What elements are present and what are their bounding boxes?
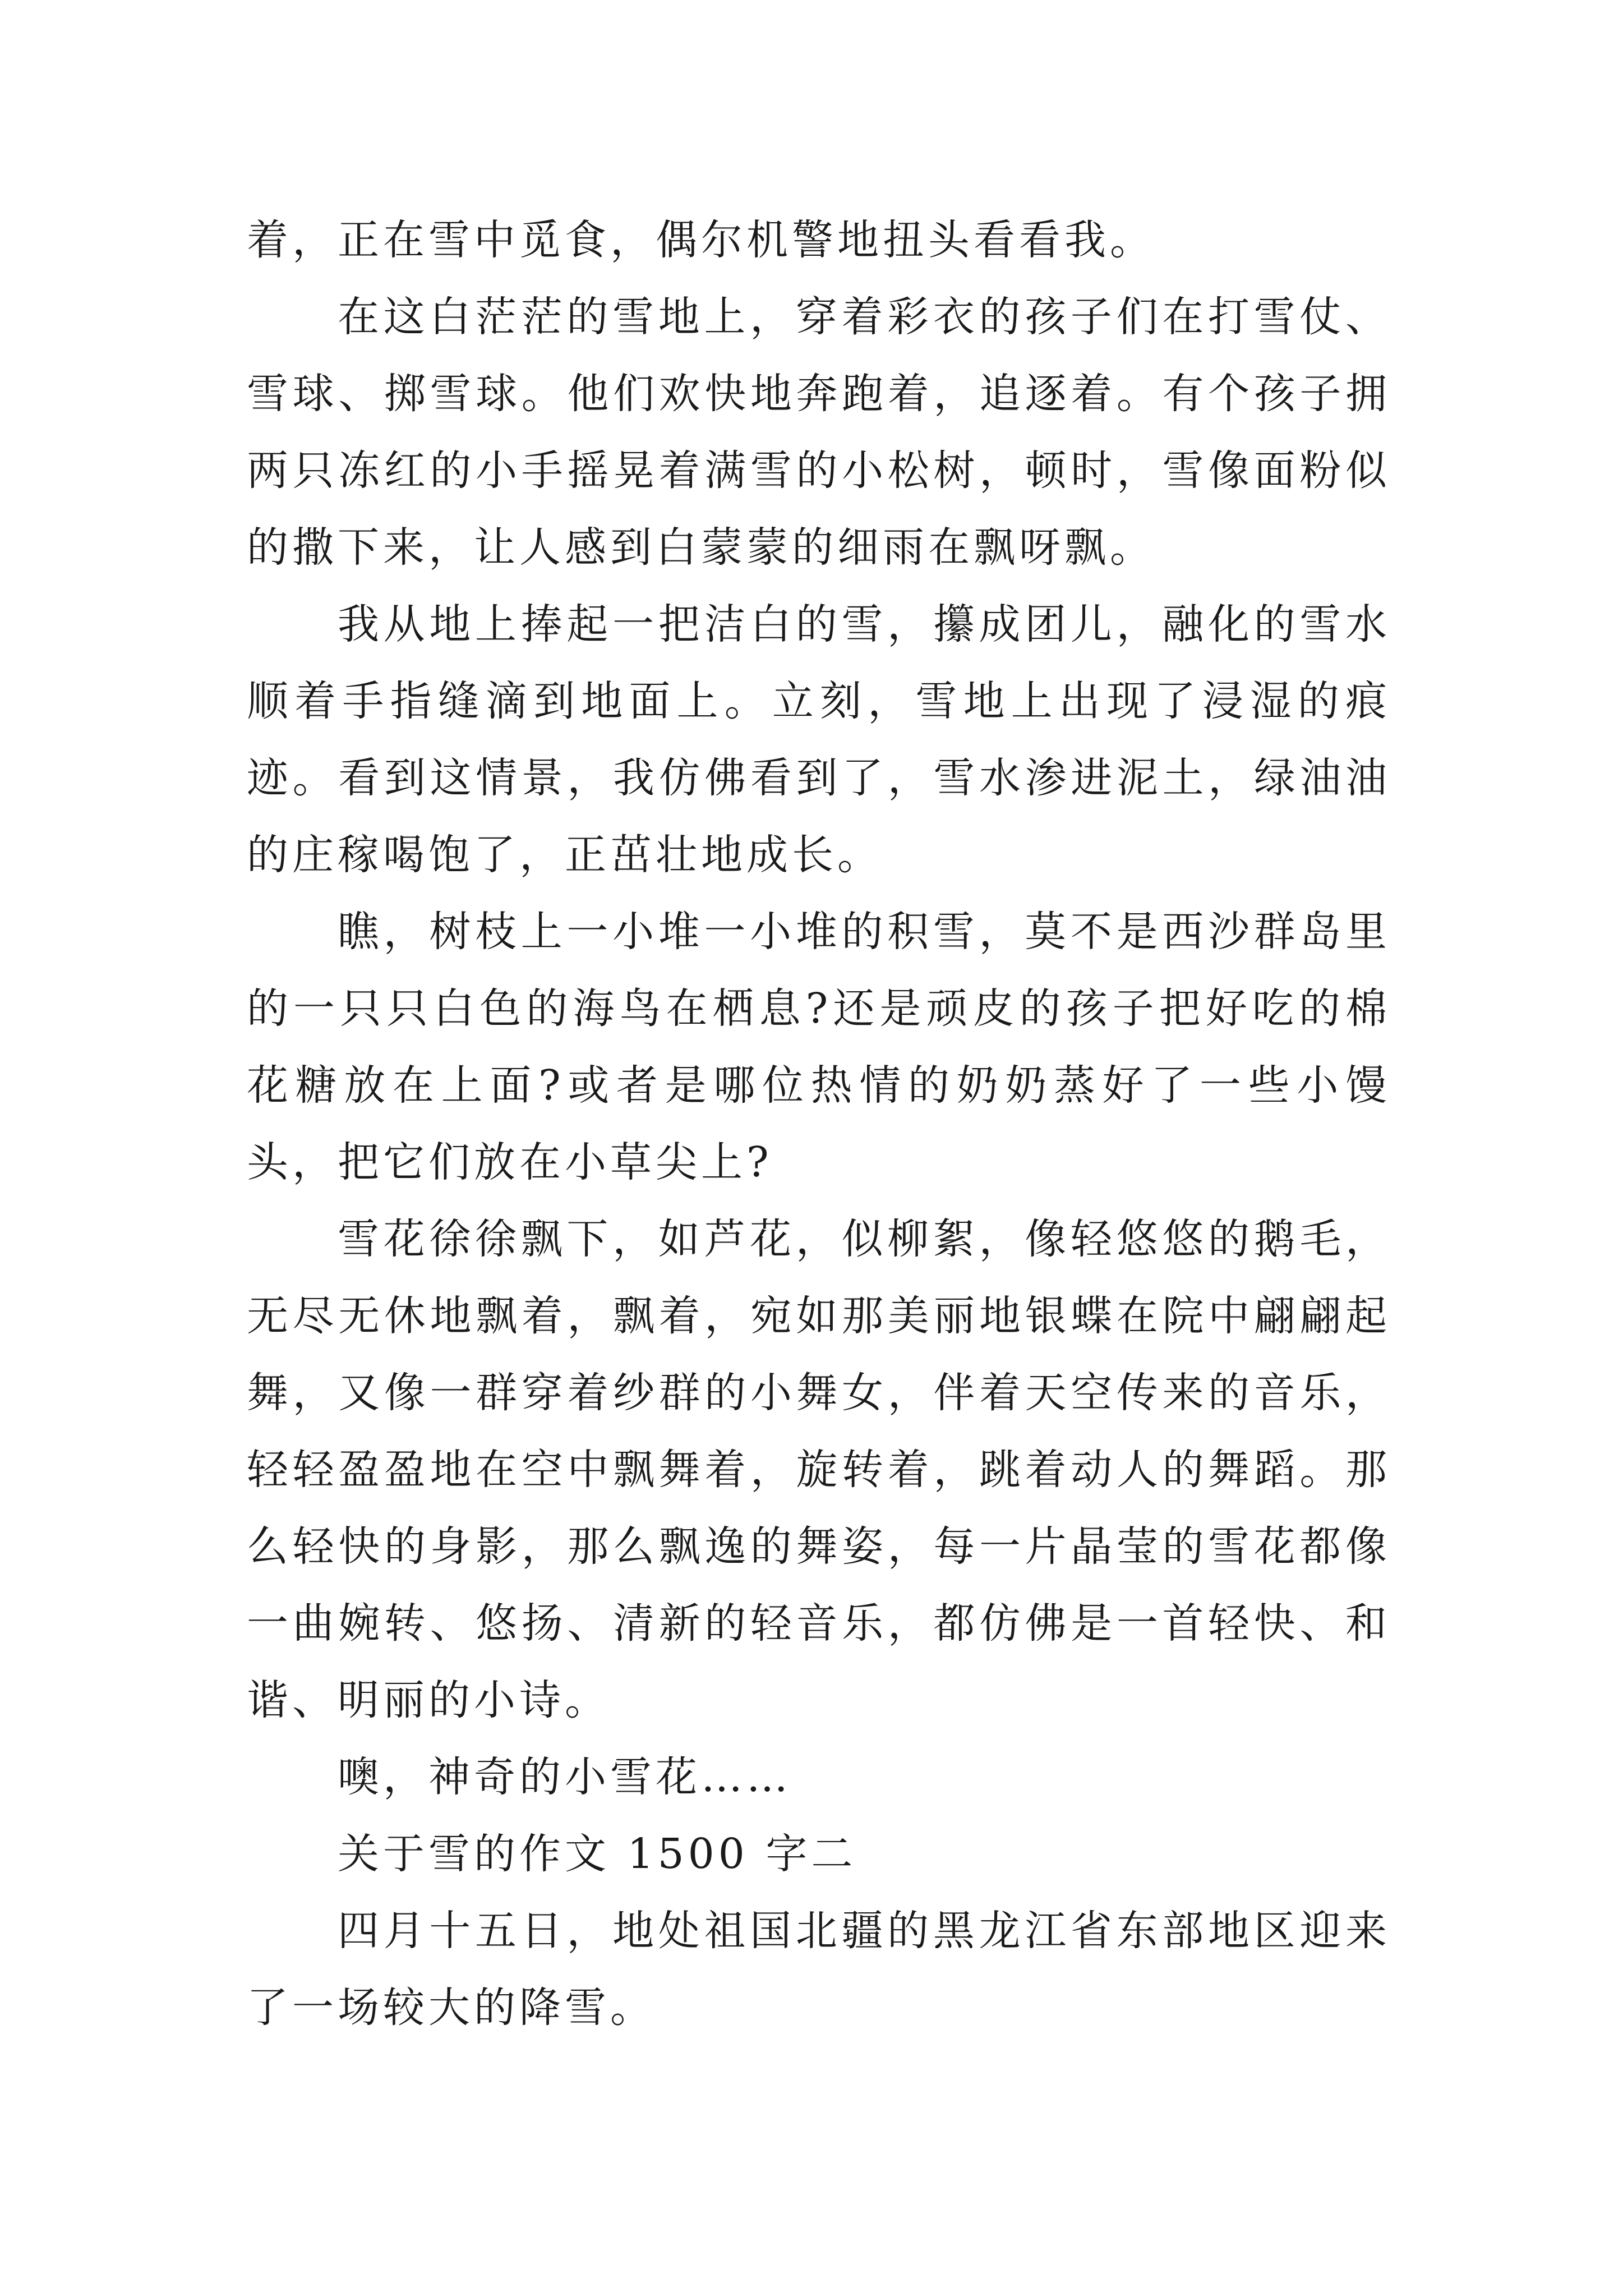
paragraph-7: 四月十五日，地处祖国北疆的黑龙江省东部地区迎来了一场较大的降雪。 <box>247 1907 1391 2032</box>
body-text <box>247 202 1391 2046</box>
paragraph-3: 我从地上捧起一把洁白的雪，攥成团儿，融化的雪水顺着手指缝滴到地面上。立刻，雪地上出现了浸湿的痕迹。看到这情景，我仿佛看到了，雪水渗进泥土，绿油油的庄稼喝饱了，正茁壮地成长。 <box>247 600 1391 879</box>
paragraph-5: 雪花徐徐飘下，如芦花，似柳絮，像轻悠悠的鹅毛，无尽无休地飘着，飘着，宛如那美丽地银蝶在院中翩翩起舞，又像一群穿着纱群的小舞女，伴着天空传来的音乐，轻轻盈盈地在空中飘舞着，旋转着，跳着动人的舞蹈。那么轻快的身影，那么飘逸的舞姿，每一片晶莹的雪花都像一曲婉转、悠扬、清新的轻音乐，都仿佛是一首轻快、和谐、明丽的小诗。 <box>247 1215 1391 1724</box>
paragraph-2: 在这白茫茫的雪地上，穿着彩衣的孩子们在打雪仗、雪球、掷雪球。他们欢快地奔跑着，追逐着。有个孩子拥两只冻红的小手摇晃着满雪的小松树，顿时，雪像面粉似的撒下来，让人感到白蒙蒙的细雨在飘呀飘。 <box>247 293 1391 572</box>
paragraph-1: 着，正在雪中觅食，偶尔机警地扭头看看我。 <box>247 216 1155 264</box>
section-heading: 关于雪的作文 1500 字二 <box>338 1830 857 1878</box>
paragraph-6: 噢，神奇的小雪花…… <box>338 1753 792 1801</box>
paragraph-4: 瞧，树枝上一小堆一小堆的积雪，莫不是西沙群岛里的一只只白色的海鸟在栖息?还是顽皮的孩子把好吃的棉花糖放在上面?或者是哪位热情的奶奶蒸好了一些小馒头，把它们放在小草尖上? <box>247 908 1391 1186</box>
